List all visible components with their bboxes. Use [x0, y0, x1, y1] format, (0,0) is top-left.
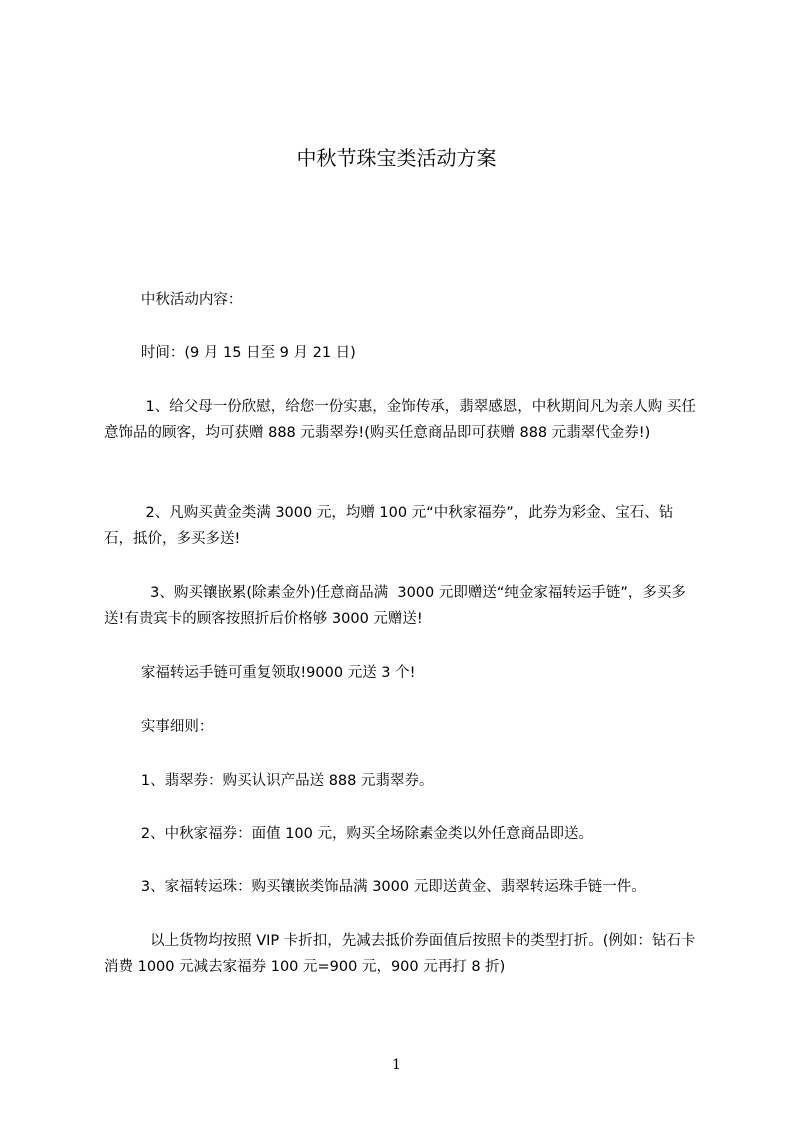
- paragraph-bracelet-note: 家福转运手链可重复领取!9000 元送 3 个!: [104, 665, 416, 681]
- page-number: 1: [392, 1057, 401, 1073]
- paragraph-rule-3: 3、家福转运珠：购买镶嵌类饰品满 3000 元即送黄金、翡翠转运珠手链一件。: [104, 879, 646, 895]
- paragraph-time: 时间：(9 月 15 日至 9 月 21 日): [104, 345, 356, 361]
- document-title: 中秋节珠宝类活动方案: [296, 146, 497, 170]
- paragraph-discount-note: 以上货物均按照 VIP 卡折扣，先减去抵价券面值后按照卡的类型打折。(例如：钻石卡消费 1000 元减去家福券 100 元=900 元，900 元再打 8 折): [104, 933, 696, 975]
- paragraph-rules-heading: 实事细则：: [104, 719, 214, 735]
- paragraph-item-2: 2、凡购买黄金类满 3000 元，均赠 100 元“中秋家福券”，此券为彩金、宝石、钻石，抵价，多买多送!: [104, 505, 674, 547]
- paragraph-rule-2: 2、中秋家福券：面值 100 元，购买全场除素金类以外任意商品即送。: [104, 826, 593, 842]
- paragraph-item-3: 3、购买镶嵌累(除素金外)任意商品满 3000 元即赠送“纯金家福转运手链”，多买多送!有贵宾卡的顾客按照折后价格够 3000 元赠送!: [104, 585, 686, 627]
- paragraph-item-1: 1、给父母一份欣慰，给您一份实惠，金饰传承，翡翠感恩，中秋期间凡为亲人购 买任意饰品的顾客，均可获赠 888 元翡翠券!(购买任意商品即可获赠 888 元翡翠代金券!): [104, 399, 696, 441]
- paragraph-rule-1: 1、翡翠券：购买认识产品送 888 元翡翠券。: [104, 773, 434, 789]
- paragraph-activity-content: 中秋活动内容：: [104, 292, 243, 308]
